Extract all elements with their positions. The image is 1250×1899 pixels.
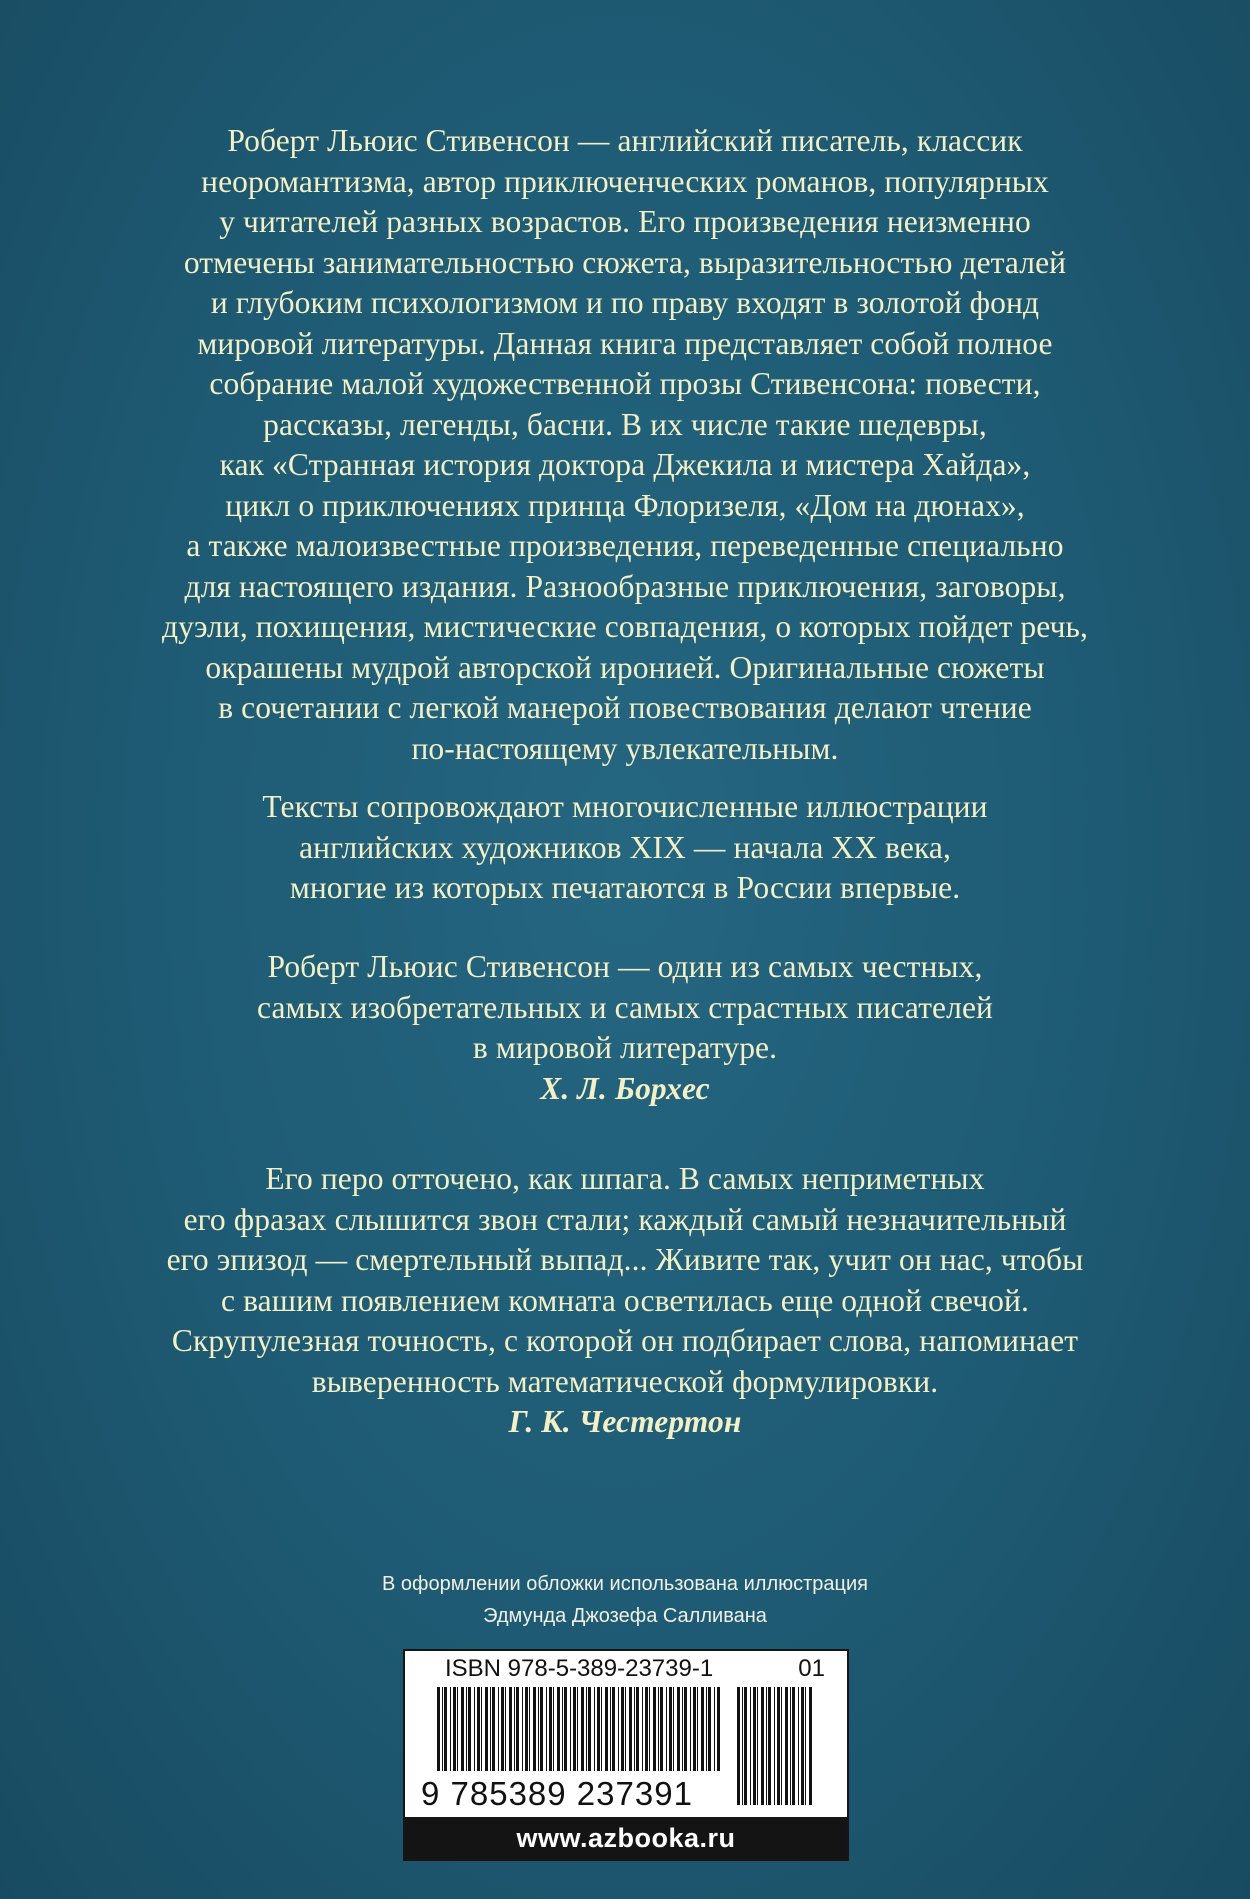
description-line: цикл о приключениях принца Флоризеля, «Дом на дюнах», [225, 487, 1025, 523]
book-description [60, 121, 1190, 769]
barcode-stripe [634, 1687, 635, 1771]
barcode-stripe [792, 1687, 795, 1805]
barcode-stripe [636, 1687, 639, 1771]
barcode-stripe [682, 1687, 683, 1771]
barcode-stripe [768, 1687, 771, 1805]
cover-credit [0, 1568, 1250, 1632]
quote-author: Х. Л. Борхес [540, 1070, 710, 1106]
barcode-stripe [533, 1687, 536, 1771]
description-line: рассказы, легенды, басни. В их числе такие шедевры, [263, 406, 987, 442]
description-line: отмечены занимательностью сюжета, выразительностью деталей [183, 244, 1067, 280]
publisher-url: www.azbooka.ru [405, 1817, 847, 1859]
barcode-stripe [453, 1687, 456, 1771]
barcode-stripe [529, 1687, 530, 1771]
quote-line: в мировой литературе. [472, 1030, 778, 1065]
barcode-stripe [669, 1687, 672, 1771]
barcode-stripe [570, 1687, 571, 1771]
barcode-stripe [645, 1687, 648, 1771]
description-line: в сочетании с легкой манерой повествования делают чтение [218, 690, 1032, 725]
barcode-stripe [490, 1687, 491, 1771]
barcode-stripe [457, 1687, 458, 1771]
barcode-stripe [660, 1687, 663, 1771]
barcode-stripe [625, 1687, 626, 1771]
quote-author: Г. К. Честертон [508, 1404, 742, 1439]
barcode-stripe [785, 1687, 788, 1805]
barcode-stripe [477, 1687, 480, 1771]
barcode-stripe [501, 1687, 504, 1771]
barcode-stripe [538, 1687, 539, 1771]
barcode-stripe [522, 1687, 523, 1771]
illustrations-line: Тексты сопровождают многочисленные иллюстрации [262, 789, 988, 824]
barcode-stripe [573, 1687, 576, 1771]
barcode-stripe [717, 1687, 720, 1771]
barcode-stripe [525, 1687, 528, 1771]
barcode-stripe [498, 1687, 499, 1771]
barcode-stripe [777, 1687, 780, 1805]
quote-line: Скрупулезная точность, с которой он подбирает слова, напоминает [171, 1323, 1079, 1358]
illustrations-note [60, 787, 1190, 909]
description-line: как «Странная история доктора Джекила и мистера Хайда», [219, 447, 1031, 482]
description-line: а также малоизвестные произведения, переведенные специально [186, 528, 1064, 563]
barcode-digits: 9 785389 237391 [421, 1775, 693, 1812]
barcode-stripe [673, 1687, 674, 1771]
barcode-stripe [466, 1687, 467, 1771]
barcode-stripe [737, 1687, 740, 1805]
chesterton-quote [60, 1159, 1190, 1443]
barcode-stripe [444, 1687, 447, 1771]
description-line: собрание малой художественной прозы Стивенсона: повести, [209, 366, 1041, 401]
barcode-stripe [450, 1687, 451, 1771]
barcode-stripe [642, 1687, 643, 1771]
barcode-stripe [468, 1687, 471, 1771]
quote-line: его эпизод — смертельный выпад... Живите так, учит он нас, чтобы [166, 1242, 1084, 1277]
quote-line: Роберт Льюис Стивенсон — один из самых честных, [267, 949, 983, 984]
barcode-stripe [701, 1687, 704, 1771]
barcode-addon-bars [735, 1687, 825, 1809]
barcode-stripe [553, 1687, 554, 1771]
barcode-stripe [697, 1687, 698, 1771]
barcode-stripe [714, 1687, 715, 1771]
barcode-stripe [658, 1687, 659, 1771]
isbn-barcode [403, 1649, 849, 1861]
barcode-stripe [629, 1687, 632, 1771]
barcode-stripe [761, 1687, 764, 1805]
barcode-stripe [577, 1687, 578, 1771]
barcode-stripe [562, 1687, 563, 1771]
isbn-header [445, 1655, 825, 1683]
barcode-stripe [708, 1687, 711, 1771]
addon-code: 01 [798, 1655, 825, 1682]
barcode-stripe [744, 1687, 747, 1805]
barcode-stripe [693, 1687, 696, 1771]
borges-quote [60, 947, 1190, 1109]
barcode-stripe [750, 1687, 751, 1805]
barcode-stripe [801, 1687, 804, 1805]
barcode-stripe [594, 1687, 595, 1771]
barcode-stripe [610, 1687, 611, 1771]
quote-line: Его перо отточено, как шпага. В самых неприметных [265, 1161, 985, 1196]
credit-line: В оформлении обложки использована иллюстрация [381, 1573, 868, 1595]
credit-line: Эдмунда Джозефа Салливана [483, 1605, 767, 1627]
barcode-stripe [612, 1687, 615, 1771]
barcode-stripe [546, 1687, 547, 1771]
barcode-stripe [690, 1687, 691, 1771]
barcode-stripe [706, 1687, 707, 1771]
barcode-stripe [798, 1687, 799, 1805]
barcode-stripe [790, 1687, 791, 1805]
barcode-stripe [684, 1687, 687, 1771]
quote-line: с вашим появлением комната осветилась еще одной свечой. [221, 1282, 1029, 1318]
description-line: дуэли, похищения, мистические совпадения, о которых пойдет речь, [162, 609, 1088, 644]
description-line: мировой литературы. Данная книга представляет собой полное [197, 325, 1053, 361]
description-line: неоромантизма, автор приключенческих романов, популярных [201, 163, 1049, 199]
barcode-stripe [757, 1687, 758, 1805]
description-line: Роберт Льюис Стивенсон — английский писатель, классик [227, 123, 1023, 158]
quote-line: его фразах слышится звон стали; каждый самый незначительный [183, 1201, 1067, 1237]
barcode-stripe [677, 1687, 680, 1771]
barcode-stripe [766, 1687, 767, 1805]
barcode-stripe [509, 1687, 512, 1771]
barcode-stripe [588, 1687, 591, 1771]
barcode-stripe [549, 1687, 552, 1771]
barcode-stripe [581, 1687, 584, 1771]
barcode-stripe [492, 1687, 495, 1771]
barcode-stripe [474, 1687, 475, 1771]
illustrations-line: английских художников XIX — начала XX века, [299, 829, 951, 865]
barcode-stripe [809, 1687, 812, 1805]
barcode-stripe [557, 1687, 560, 1771]
isbn-number: ISBN 978-5-389-23739-1 [445, 1655, 714, 1682]
description-line: для настоящего издания. Разнообразные приключения, заговоры, [184, 568, 1066, 604]
quote-line: выверенность математической формулировки. [311, 1363, 939, 1399]
barcode-stripe [461, 1687, 464, 1771]
barcode-stripe [653, 1687, 656, 1771]
barcode-stripe [601, 1687, 602, 1771]
barcode-stripe [753, 1687, 756, 1805]
barcode-stripe [540, 1687, 543, 1771]
barcode-stripe [481, 1687, 482, 1771]
description-line: и глубоким психологизмом и по праву входят в золотой фонд [210, 285, 1040, 320]
barcode-stripe [618, 1687, 619, 1771]
barcode-stripe [621, 1687, 624, 1771]
barcode-stripe [781, 1687, 782, 1805]
barcode-stripe [805, 1687, 806, 1805]
barcode-stripe [597, 1687, 600, 1771]
barcode-stripe [437, 1687, 440, 1771]
description-line: окрашены мудрой авторской иронией. Оригинальные сюжеты [205, 649, 1045, 685]
barcode-stripe [505, 1687, 506, 1771]
illustrations-line: многие из которых печатаются в России впервые. [289, 870, 961, 905]
description-line: по-настоящему увлекательным. [411, 730, 839, 766]
quote-line: самых изобретательных и самых страстных писателей [257, 989, 993, 1025]
barcode-stripe [666, 1687, 667, 1771]
barcode-stripe [516, 1687, 519, 1771]
barcode-stripe [742, 1687, 743, 1805]
barcode-stripe [442, 1687, 443, 1771]
barcode-stripe [514, 1687, 515, 1771]
barcode-stripe [485, 1687, 488, 1771]
barcode-stripe [564, 1687, 567, 1771]
description-line: у читателей разных возрастов. Его произведения неизменно [219, 204, 1031, 239]
barcode-stripe [586, 1687, 587, 1771]
barcode-stripe [605, 1687, 608, 1771]
barcode-stripe [649, 1687, 650, 1771]
barcode-stripe [774, 1687, 775, 1805]
